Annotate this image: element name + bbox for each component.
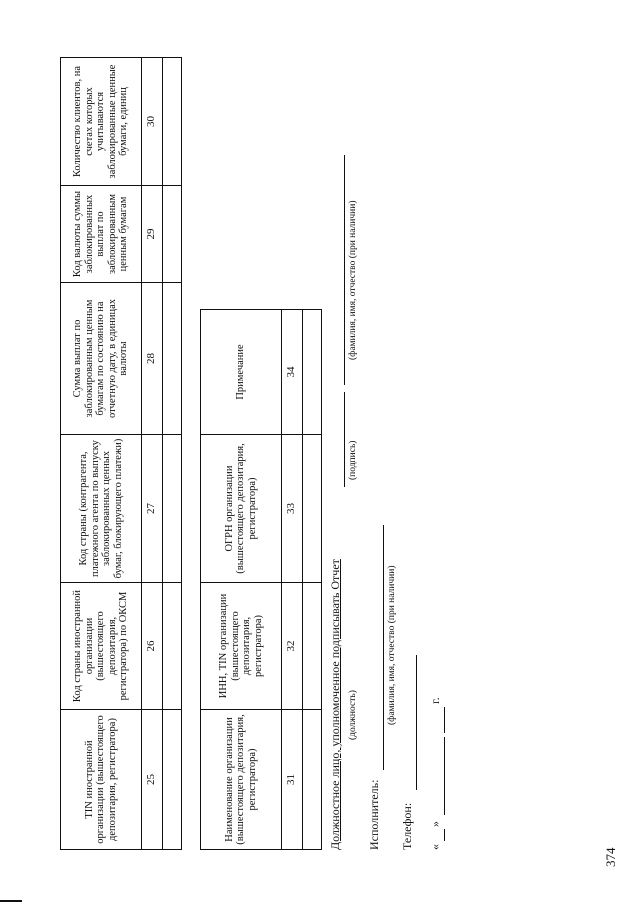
executor-caption: (фамилия, имя, отчество (при наличии) [387, 565, 397, 725]
page-number: 374 [603, 847, 618, 867]
column-number: 27 [142, 435, 163, 583]
table-cell [303, 583, 322, 710]
table-header-row [201, 310, 282, 850]
table-number-row [142, 58, 163, 850]
phone-line [416, 655, 417, 790]
official-label: Должностное лицо, уполномоченное подписывать Отчет [328, 559, 342, 850]
table-header-row [61, 58, 142, 850]
table-cell [163, 710, 182, 850]
column-number: 29 [142, 186, 163, 283]
column-number: 32 [282, 583, 303, 710]
header-cell: Код валюты суммы заблокированных выплат по заблокированным ценным бумагам [61, 186, 142, 283]
header-cell: Наименование организации (вышестоящего депозитария, регистратора) [201, 710, 282, 850]
table-data-row [303, 310, 322, 850]
edge-mark [0, 900, 22, 902]
date-day-line [444, 829, 445, 841]
table-cell [163, 435, 182, 583]
table-cell [163, 186, 182, 283]
header-cell: ОГРН организации (вышестоящего депозитария, регистратора) [201, 435, 282, 583]
signature-caption: (подпись) [348, 440, 358, 480]
table-cell [163, 283, 182, 435]
column-number: 31 [282, 710, 303, 850]
table-cell [303, 710, 322, 850]
name-caption: (фамилия, имя, отчество (при наличии) [348, 200, 358, 360]
table-blocked-securities [60, 57, 182, 850]
phone-label: Телефон: [400, 802, 414, 850]
column-number: 28 [142, 283, 163, 435]
date-close-quote: » [428, 821, 442, 827]
header-cell: TIN иностранной организации (вышестоящего депозитария, регистратора) [61, 710, 142, 850]
date-open-quote: « [428, 844, 442, 850]
column-number: 25 [142, 710, 163, 850]
header-cell: ИНН, TIN организации (вышестоящего депозитария, регистратора) [201, 583, 282, 710]
date-month-line [444, 737, 445, 815]
column-number: 30 [142, 58, 163, 186]
header-cell: Код страны (контрагента, платежного агента по выпуску заблокированных ценных бумаг, блокирующего платежи) [61, 435, 142, 583]
column-number: 33 [282, 435, 303, 583]
header-cell: Примечание [201, 310, 282, 435]
table-cell [163, 58, 182, 186]
table-organizations [200, 309, 322, 850]
date-year-line [444, 707, 445, 733]
table-cell [303, 435, 322, 583]
name-line [344, 155, 345, 385]
executor-label: Исполнитель: [367, 779, 381, 850]
table-data-row [163, 58, 182, 850]
column-number: 34 [282, 310, 303, 435]
header-cell: Количество клиентов, на счетах которых учитываются заблокированные ценные бумаги, единиц [61, 58, 142, 186]
header-cell: Сумма выплат по заблокированным ценным бумагам по состоянию на отчетную дату, в единицах валюты [61, 283, 142, 435]
table-cell [163, 583, 182, 710]
signature-line [344, 392, 345, 487]
column-number: 26 [142, 583, 163, 710]
table-cell [303, 310, 322, 435]
date-year-suffix: г. [428, 697, 442, 704]
table-number-row [282, 310, 303, 850]
executor-line [383, 525, 384, 770]
position-caption: (должность) [348, 690, 358, 740]
header-cell: Код страны иностранной организации (вышестоящего депозитария, регистратора) по ОКСМ [61, 583, 142, 710]
